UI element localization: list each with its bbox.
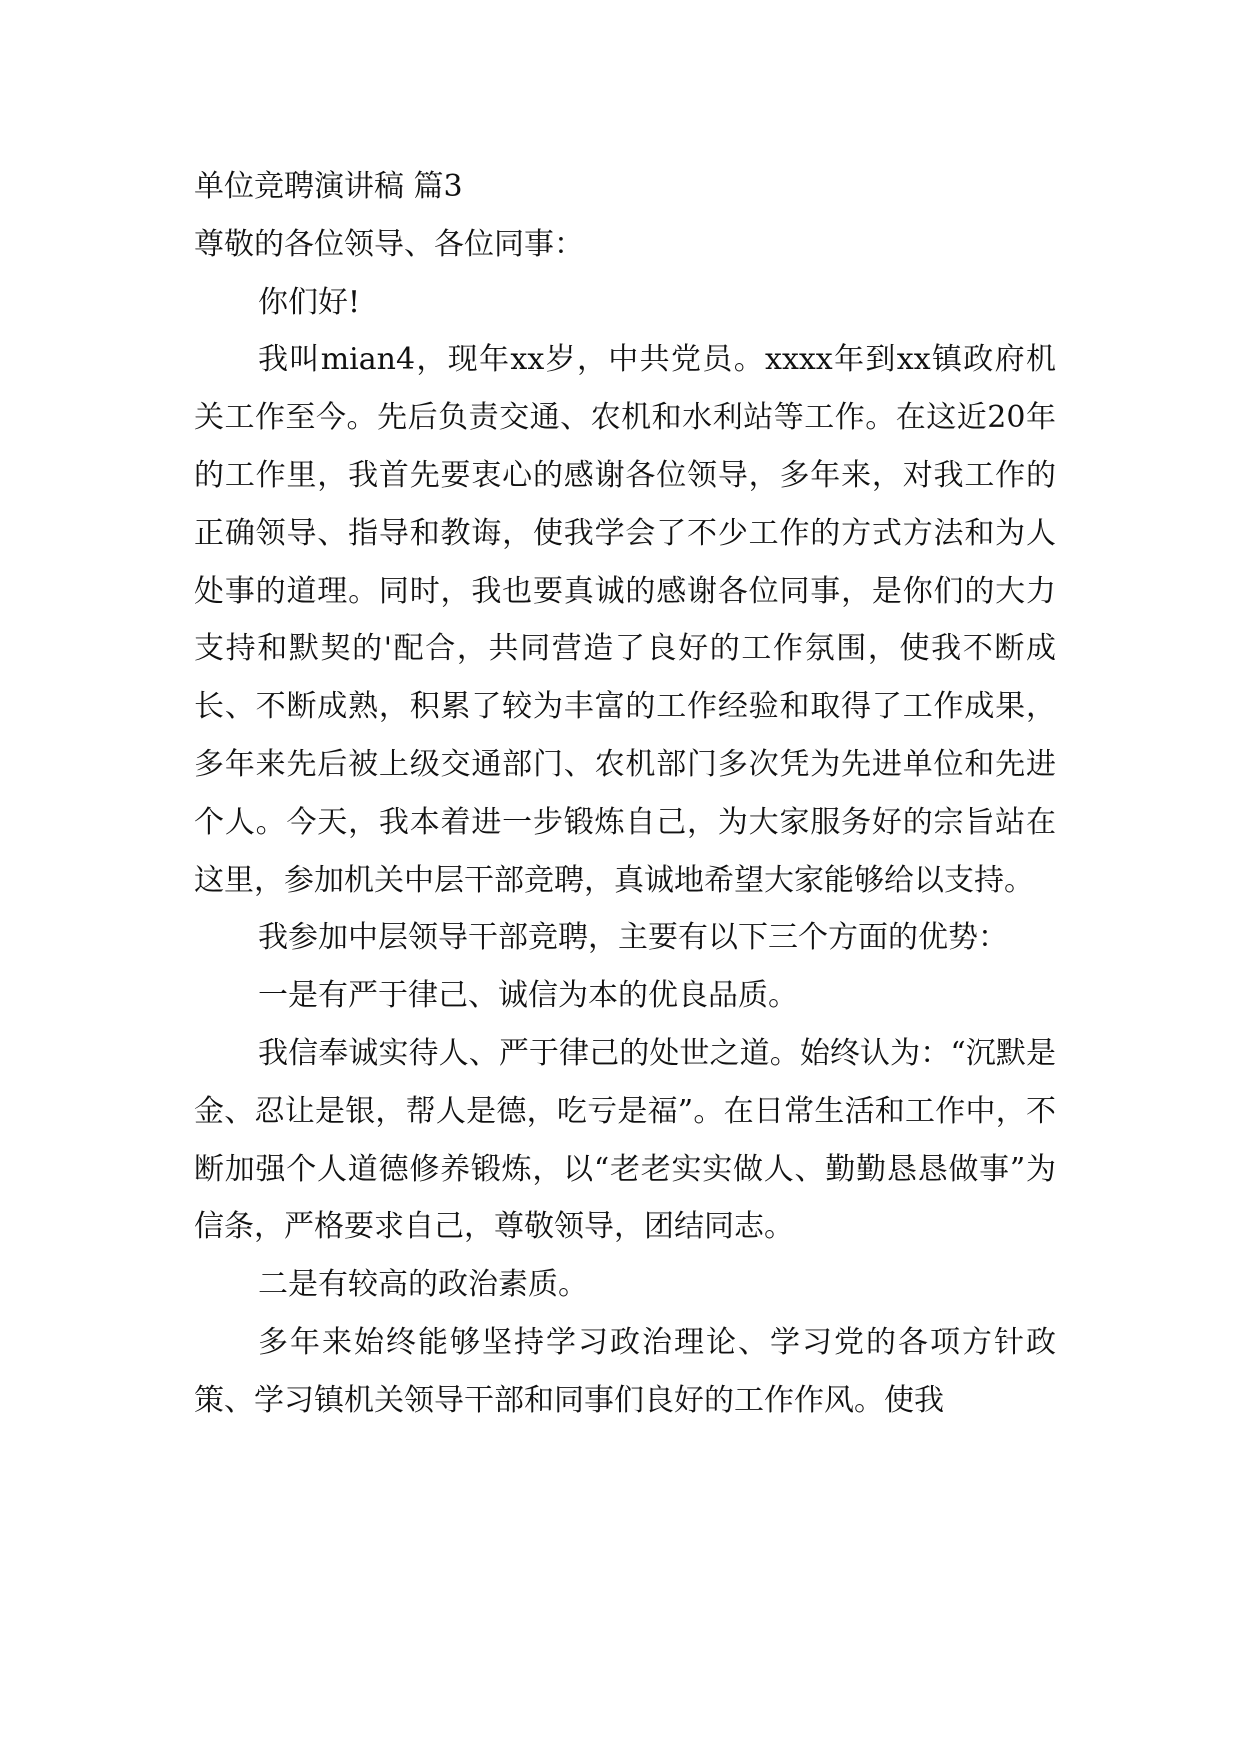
greeting: 你们好! <box>258 284 361 320</box>
paragraph-point-one-heading: 一是有严于律己、诚信为本的优良品质。 <box>258 978 798 1014</box>
salutation: 尊敬的各位领导、各位同事： <box>194 226 584 262</box>
paragraph-point-two-heading: 二是有较高的政治素质。 <box>258 1267 588 1303</box>
paragraph-point-two-body: 多年来始终能够坚持学习政治理论、学习党的各项方针政策、学习镇机关领导干部和同事们良好的工作作风。使我 <box>194 1324 1056 1418</box>
paragraph-advantages-intro: 我参加中层领导干部竞聘，主要有以下三个方面的优势： <box>258 920 1008 956</box>
document-title: 单位竞聘演讲稿 篇3 <box>194 169 463 204</box>
document-body <box>194 158 1056 1430</box>
paragraph-point-one-body: 我信奉诚实待人、严于律己的处世之道。始终认为：“沉默是金、忍让是银，帮人是德，吃亏是福”。在日常生活和工作中，不断加强个人道德修养锻炼，以“老老实实做人、勤勤恳恳做事”为信条，严格要求自己，尊敬领导，团结同志。 <box>194 1035 1056 1245</box>
paragraph-introduction: 我叫mian4，现年xx岁，中共党员。xxxx年到xx镇政府机关工作至今。先后负责交通、农机和水利站等工作。在这近20年的工作里，我首先要衷心的感谢各位领导，多年来，对我工作的正确领导、指导和教诲，使我学会了不少工作的方式方法和为人处事的道理。同时，我也要真诚的感谢各位同事，是你们的大力支持和默契的'配合，共同营造了良好的工作氛围，使我不断成长、不断成熟，积累了较为丰富的工作经验和取得了工作成果，多年来先后被上级交通部门、农机部门多次凭为先进单位和先进个人。今天，我本着进一步锻炼自己，为大家服务好的宗旨站在这里，参加机关中层干部竞聘，真诚地希望大家能够给以支持。 <box>194 342 1056 898</box>
